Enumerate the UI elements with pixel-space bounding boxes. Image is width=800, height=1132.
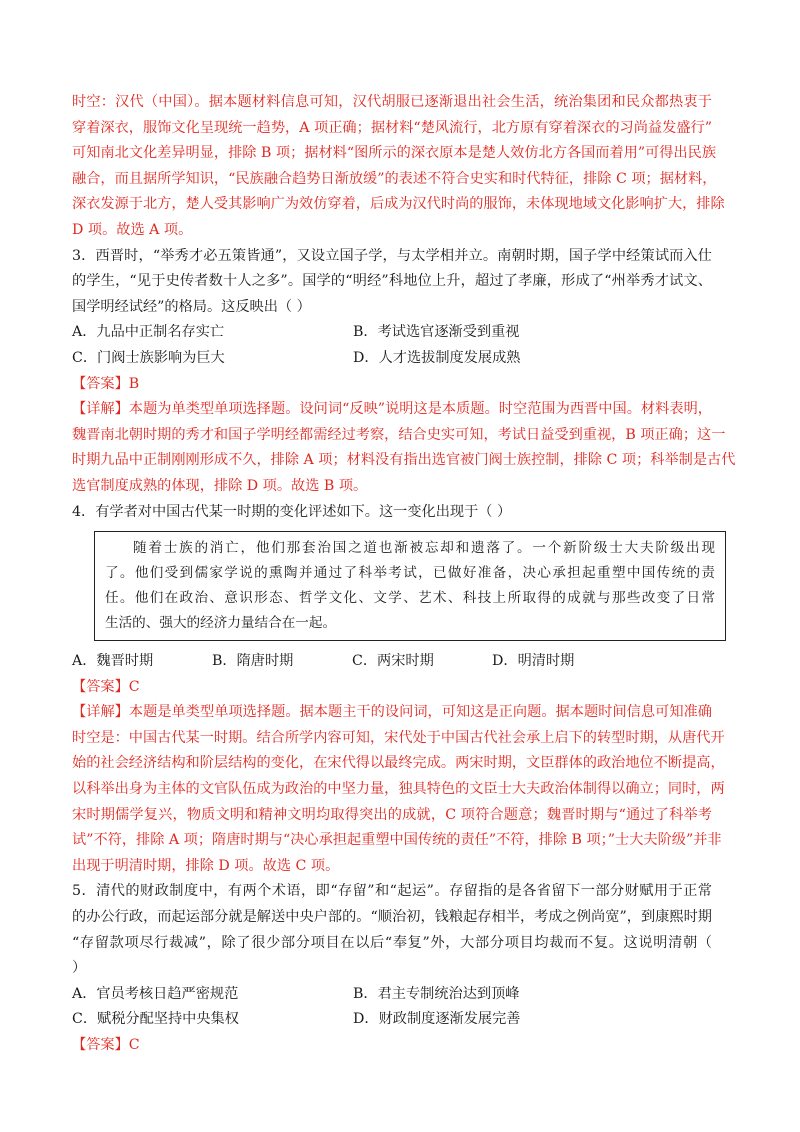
detail-text: 本题为单类型单项选择题。设问词“反映”说明这是本质题。时空范围为西晋中国。材料表明， — [128, 401, 712, 418]
answer-line — [72, 372, 712, 398]
option-d: D．财政制度逐渐发展完善 — [353, 1011, 521, 1028]
analysis-line: 可知南北文化差异明显，排除 B 项；据材料“图所示的深衣原本是楚人效仿北方各国而着用”可得出民族 — [72, 145, 717, 162]
options-row — [72, 346, 712, 372]
detail-line: 始的社会经济结构和阶层结构的变化，在宋代得以最终完成。两宋时期，文臣群体的政治地位不断提高， — [72, 755, 725, 772]
options-row — [72, 649, 712, 675]
analysis-line: 深衣发源于北方，楚人受其影响广为效仿穿着，后成为汉代时尚的服饰，未体现地域文化影响扩大，排除 — [72, 196, 725, 213]
detail-line: 选官制度成熟的体现，排除 D 项。故选 B 项。 — [72, 477, 368, 494]
option-b: B．隋唐时期 — [212, 653, 294, 670]
quote-box — [94, 531, 726, 641]
analysis-line: 穿着深衣，服饰文化呈现统一趋势，A 项正确；据材料“楚风流行，北方原有穿着深衣的习尚益发盛行” — [72, 119, 712, 136]
question-5 — [72, 879, 712, 1058]
question-stem-line: “存留款项尽行裁减”，除了很少部分项目在以后“奉复”外，大部分项目均裁而不复。这说明清朝（ — [72, 934, 712, 951]
question-4 — [72, 500, 725, 880]
question-stem-line: ） — [72, 960, 87, 977]
option-c: C．门阀士族影响为巨大 — [72, 349, 225, 366]
question-stem-line: 的学生，“见于史传者数十人之多”。国学的“明经”科地位上升，超过了孝廉，形成了“州举秀才试文、 — [72, 273, 712, 290]
question-3 — [72, 244, 736, 500]
answer-value: C — [128, 1037, 140, 1053]
answer-line — [72, 1033, 712, 1059]
options-row — [72, 982, 712, 1008]
quote-line: 了。他们受到儒家学说的熏陶并通过了科举考试，已做好准备，决心承担起重塑中国传统的责 — [105, 565, 715, 582]
answer-tag: 【答案】 — [72, 375, 129, 392]
detail-line — [72, 397, 712, 423]
detail-tag: 【详解】 — [72, 401, 129, 418]
answer-tag: 【答案】 — [72, 1037, 129, 1053]
detail-line: 时空是：中国古代某一时期。结合所学内容可知，宋代处于中国古代社会承上启下的转型时期，从唐代开 — [72, 729, 725, 746]
question-stem-line: 4．有学者对中国古代某一时期的变化评述如下。这一变化出现于（ ） — [72, 503, 512, 520]
options-row — [72, 1007, 712, 1033]
detail-line: 时期九品中正制刚刚形成不久，排除 A 项；材料没有指出选官被门阀士族控制，排除 C 项；科举制是古代 — [72, 452, 736, 469]
option-c: C．赋税分配坚持中央集权 — [72, 1011, 239, 1028]
detail-text: 本题是单类型单项选择题。据本题主干的设问词，可知这是正向题。据本题时间信息可知准确 — [128, 704, 712, 721]
detail-line: 魏晋南北朝时期的秀才和国子学明经都需经过考察，结合史实可知，考试日益受到重视，B 项正确；这一 — [72, 426, 726, 443]
option-a: A．魏晋时期 — [72, 653, 154, 670]
detail-line: 试”不符，排除 A 项；隋唐时期与“决心承担起重塑中国传统的责任”不符，排除 B 项；”士大夫阶级”并非 — [72, 832, 722, 849]
quote-line: 生活的、强大的经济力量结合在一起。 — [105, 615, 337, 632]
quote-line: 随着士族的消亡，他们那套治国之道也渐被忘却和遗落了。一个新阶级士大夫阶级出现 — [133, 540, 715, 557]
answer-line — [72, 675, 712, 701]
answer-value: B — [128, 375, 140, 392]
detail-block — [72, 397, 736, 499]
quote-line: 任。他们在政治、意识形态、哲学文化、文学、艺术、科技上所取得的成就与那些改变了日常 — [105, 590, 715, 607]
detail-line: 宋时期儒学复兴，物质文明和精神文明均取得突出的成就，C 项符合题意；魏晋时期与“通过了科举考 — [72, 806, 712, 823]
option-a: A．九品中正制名存实亡 — [72, 324, 225, 341]
detail-block — [72, 700, 725, 879]
option-b: B．考试选官逐渐受到重视 — [353, 324, 520, 341]
analysis-line: 时空：汉代（中国）。据本题材料信息可知，汉代胡服已逐渐退出社会生活，统治集团和民众都热衷于 — [72, 94, 712, 110]
option-d: D．明清时期 — [492, 653, 575, 670]
detail-line: 出现于明清时期，排除 D 项。故选 C 项。 — [72, 857, 340, 874]
answer-tag: 【答案】 — [72, 678, 129, 695]
options-row — [72, 320, 712, 346]
previous-analysis — [72, 90, 725, 244]
analysis-line: D 项。故选 A 项。 — [72, 221, 193, 238]
option-d: D．人才选拔制度发展成熟 — [353, 349, 521, 366]
document-page — [72, 90, 736, 1059]
analysis-line: 融合，而且据所学知识，“民族融合趋势日渐放缓”的表述不符合史实和时代特征，排除 C 项；据材料， — [72, 170, 717, 187]
option-a: A．官员考核日趋严密规范 — [72, 985, 239, 1002]
question-stem-line: 国学明经试经”的格局。这反映出（ ） — [72, 298, 311, 315]
question-stem-line: 3．西晋时，“举秀才必五策皆通”，又设立国子学，与太学相并立。南朝时期，国子学中经策试而入仕 — [72, 247, 712, 264]
answer-value: C — [128, 678, 140, 695]
option-b: B．君主专制统治达到顶峰 — [353, 985, 520, 1002]
question-stem-line: 的办公行政，而起运部分就是解送中央户部的。“顺治初，钱粮起存相半，考成之例尚宽”，到康熙时期 — [72, 909, 712, 926]
question-stem-line: 5．清代的财政制度中，有两个术语，即“存留”和“起运”。存留指的是各省留下一部分财赋用于正常 — [72, 883, 712, 900]
detail-line — [72, 700, 712, 726]
detail-line: 以科举出身为主体的文官队伍成为政治的中坚力量，独具特色的文臣士大夫政治体制得以确立；同时，两 — [72, 781, 725, 798]
option-c: C．两宋时期 — [352, 653, 434, 670]
detail-tag: 【详解】 — [72, 704, 129, 721]
